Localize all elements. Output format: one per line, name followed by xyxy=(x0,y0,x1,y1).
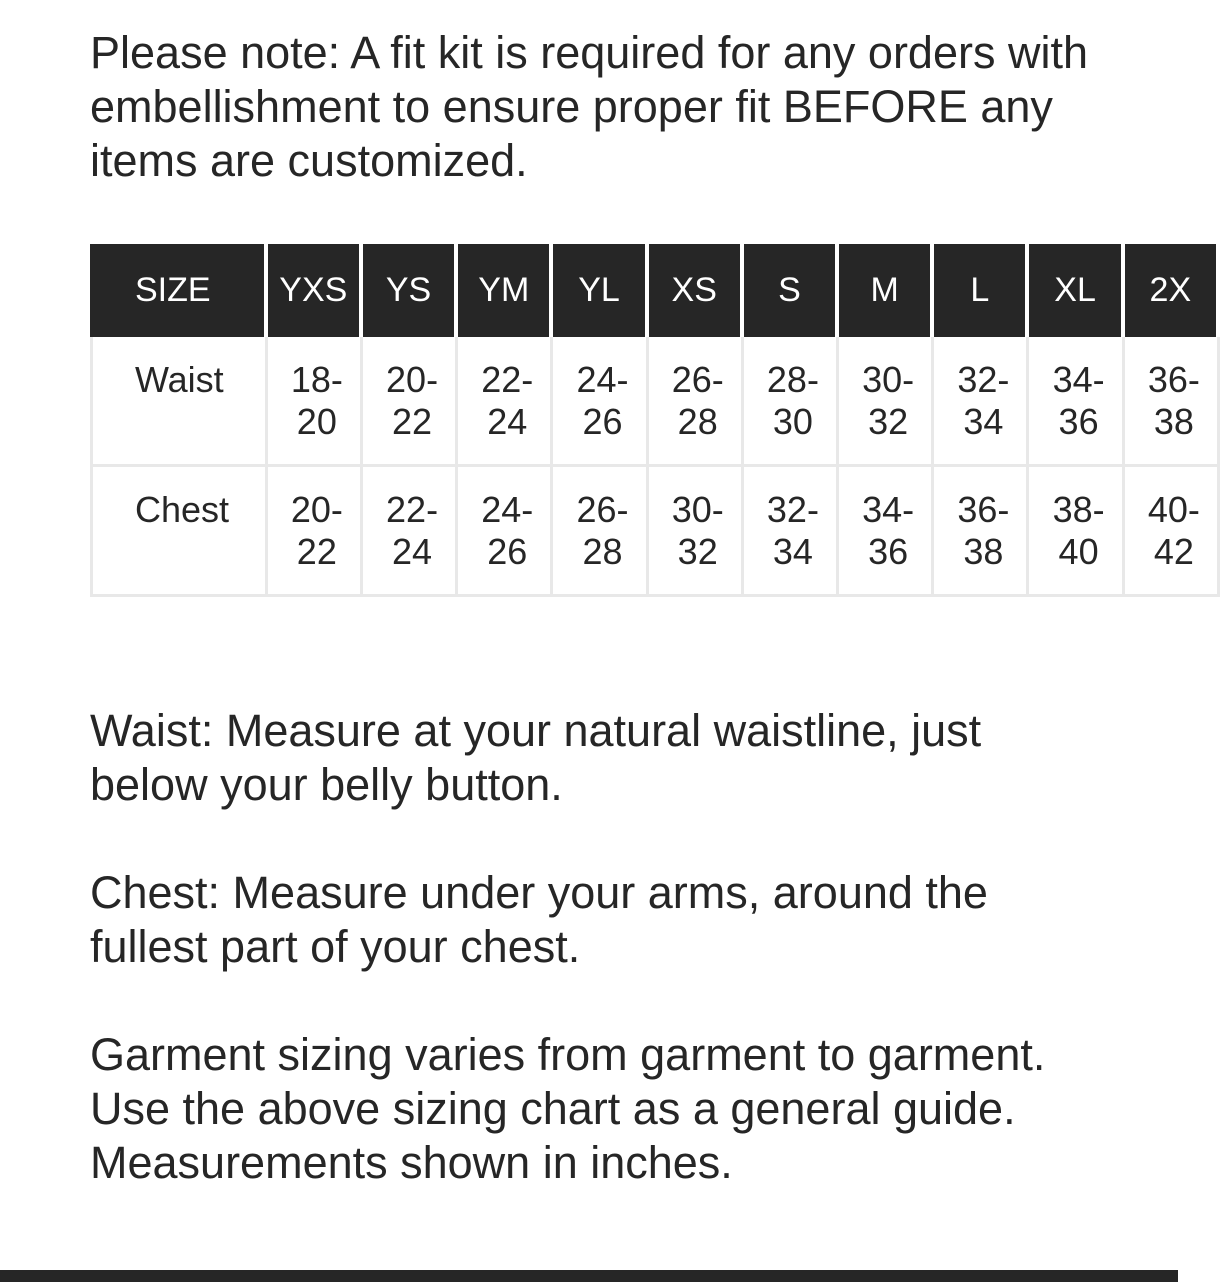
waist-cell: 24-26 xyxy=(553,337,648,467)
size-header-cell: YXS xyxy=(268,244,363,337)
chest-cell: 24-26 xyxy=(458,467,553,597)
bottom-bar xyxy=(0,1270,1178,1282)
chest-cell: 30-32 xyxy=(649,467,744,597)
waist-cell: 36-38 xyxy=(1125,337,1220,467)
size-header-cell: M xyxy=(839,244,934,337)
chest-cell: 34-36 xyxy=(839,467,934,597)
size-header-label: SIZE xyxy=(90,244,268,337)
size-guide xyxy=(90,26,1200,1188)
size-header-cell: XS xyxy=(649,244,744,337)
size-header-cell: XL xyxy=(1029,244,1124,337)
waist-cell: 20-22 xyxy=(363,337,458,467)
chest-row xyxy=(90,467,1220,597)
size-header-cell: 2X xyxy=(1125,244,1220,337)
chest-cell: 38-40 xyxy=(1029,467,1124,597)
row-label-waist: Waist xyxy=(90,337,268,467)
row-label-chest: Chest xyxy=(90,467,268,597)
size-header-cell: YS xyxy=(363,244,458,337)
waist-cell: 30-32 xyxy=(839,337,934,467)
waist-cell: 28-30 xyxy=(744,337,839,467)
chest-cell: 36-38 xyxy=(934,467,1029,597)
waist-cell: 32-34 xyxy=(934,337,1029,467)
chest-instructions: Chest: Measure under your arms, around the fullest part of your chest. xyxy=(90,867,988,972)
chest-cell: 40-42 xyxy=(1125,467,1220,597)
size-header-row xyxy=(90,244,1220,337)
waist-cell: 34-36 xyxy=(1029,337,1124,467)
size-chart-table xyxy=(90,244,1220,597)
chest-cell: 20-22 xyxy=(268,467,363,597)
waist-row xyxy=(90,337,1220,467)
chest-cell: 32-34 xyxy=(744,467,839,597)
fit-kit-note: Please note: A fit kit is required for any orders with embellishment to ensure proper fit BEFORE any items are customized. xyxy=(90,27,1088,186)
size-chart-scroll[interactable] xyxy=(90,244,1200,600)
waist-instructions: Waist: Measure at your natural waistline, just below your belly button. xyxy=(90,705,982,810)
size-header-cell: L xyxy=(934,244,1029,337)
size-header-cell: YL xyxy=(553,244,648,337)
size-header-cell: YM xyxy=(458,244,553,337)
garment-sizing-note: Garment sizing varies from garment to garment. Use the above sizing chart as a general guide. Measurements shown in inches. xyxy=(90,1029,1046,1188)
size-header-cell: S xyxy=(744,244,839,337)
waist-cell: 18-20 xyxy=(268,337,363,467)
chest-cell: 26-28 xyxy=(553,467,648,597)
waist-cell: 26-28 xyxy=(649,337,744,467)
chest-cell: 22-24 xyxy=(363,467,458,597)
waist-cell: 22-24 xyxy=(458,337,553,467)
